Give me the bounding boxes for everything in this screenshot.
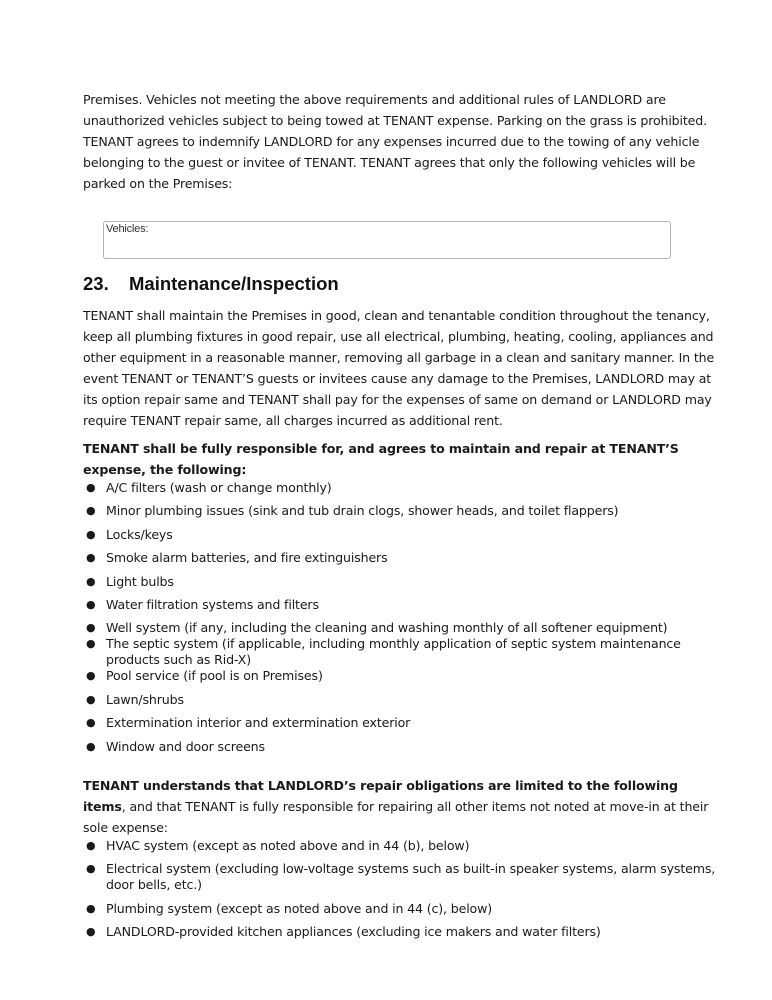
list-item: ● Extermination interior and extermination exterior — [86, 715, 411, 731]
tenant-responsibility-heading: TENANT shall be fully responsible for, and agrees to maintain and repair at TENANT’S expense, the following: — [83, 441, 679, 477]
bullet-icon: ● — [86, 716, 96, 730]
section-title: Maintenance/Inspection — [129, 273, 339, 294]
vehicles-field-label: Vehicles: — [106, 223, 149, 235]
landlord-items-list — [83, 838, 723, 941]
tenant-items-list — [83, 480, 723, 755]
vehicles-input[interactable] — [104, 222, 670, 258]
list-item: ● The septic system (if applicable, including monthly application of septic system maintenance products such as Rid-X) — [86, 636, 681, 668]
list-item: ● Window and door screens — [86, 738, 265, 754]
list-item: ● Electrical system (excluding low-voltage systems such as built-in speaker systems, alarm systems, door bells, etc.) — [86, 861, 716, 893]
intro-paragraph: Premises. Vehicles not meeting the above requirements and additional rules of LANDLORD are unauthorized vehicles subject to being towed at TENANT expense. Parking on the grass is prohibited. TENANT agrees to indemnify LANDLORD for any expenses incurred due to the towing of any vehicle belonging to the guest or invitee of TENANT. TENANT agrees that only the following vehicles will be parked on the Premises: — [83, 92, 707, 191]
list-item: ● Minor plumbing issues (sink and tub drain clogs, shower heads, and toilet flappers) — [86, 503, 619, 519]
bullet-icon: ● — [86, 481, 96, 494]
vehicles-field[interactable] — [103, 221, 671, 259]
bullet-icon: ● — [86, 597, 96, 611]
section-heading — [83, 271, 723, 297]
bullet-icon: ● — [86, 862, 96, 876]
list-item: ● HVAC system (except as noted above and in 44 (b), below) — [86, 837, 470, 853]
maintenance-paragraph: TENANT shall maintain the Premises in good, clean and tenantable condition throughout the tenancy, keep all plumbing fixtures in good repair, use all electrical, plumbing, heating, cooling, appliances and other equipment in a reasonable manner, removing all garbage in a clean and sanitary manner. In the event TENANT or TENANT’S guests or invitees cause any damage to the Premises, LANDLORD may at its option repair same and TENANT shall pay for the expenses of same on demand or LANDLORD may require TENANT repair same, all charges incurred as additional rent. — [83, 308, 715, 428]
bullet-icon: ● — [86, 621, 96, 635]
list-item: ● Plumbing system (except as noted above and in 44 (c), below) — [86, 900, 493, 916]
bullet-icon: ● — [86, 669, 96, 683]
bullet-icon: ● — [86, 692, 96, 706]
bullet-icon: ● — [86, 838, 96, 852]
section-number: 23. — [83, 273, 109, 294]
list-item: ● Smoke alarm batteries, and fire extinguishers — [86, 550, 388, 566]
bullet-icon: ● — [86, 574, 96, 588]
list-item: ● Locks/keys — [86, 526, 173, 542]
list-item: ● LANDLORD-provided kitchen appliances (excluding ice makers and water filters) — [86, 924, 601, 940]
landlord-obligations-lead: TENANT understands that LANDLORD’s repair obligations are limited to the following items — [83, 777, 678, 814]
list-item: ● Water filtration systems and filters — [86, 596, 319, 612]
list-item: ● Lawn/shrubs — [86, 691, 184, 707]
list-item: ● Well system (if any, including the cleaning and washing monthly of all softener equipment) — [86, 620, 668, 636]
list-item: ● Pool service (if pool is on Premises) — [86, 668, 323, 684]
landlord-obligations-paragraph — [83, 775, 723, 838]
list-item: ● Light bulbs — [86, 573, 174, 589]
bullet-icon: ● — [86, 925, 96, 939]
bullet-icon: ● — [86, 527, 96, 541]
bullet-icon: ● — [86, 551, 96, 565]
landlord-obligations-rest: , and that TENANT is fully responsible for repairing all other items not noted at move-in at their sole expense: — [83, 798, 709, 835]
document-page — [83, 89, 723, 940]
bullet-icon: ● — [86, 739, 96, 753]
bullet-icon: ● — [86, 637, 96, 651]
bullet-icon: ● — [86, 901, 96, 915]
list-item: ● A/C filters (wash or change monthly) — [86, 480, 332, 495]
bullet-icon: ● — [86, 504, 96, 518]
